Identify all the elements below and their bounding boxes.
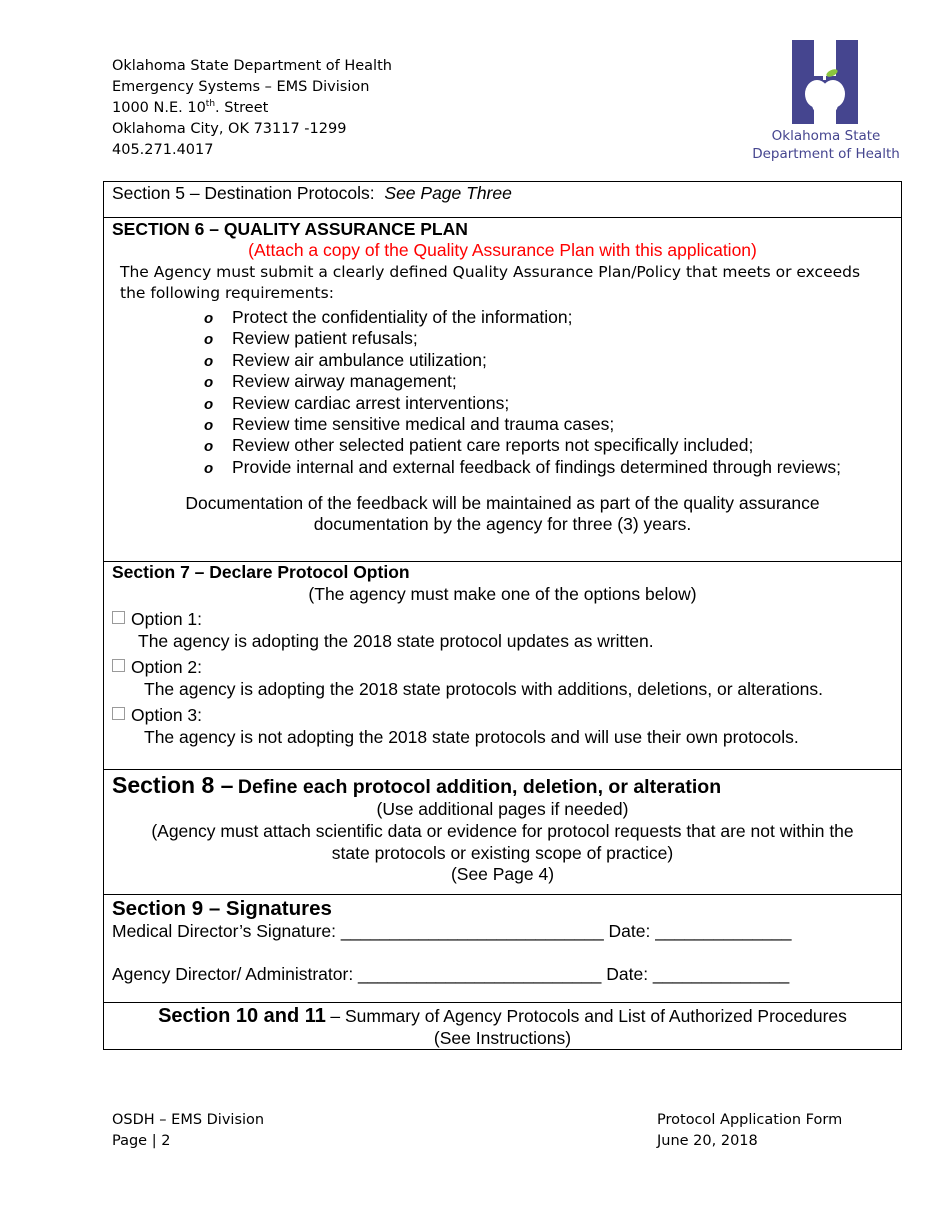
city-state-zip: Oklahoma City, OK 73117 -1299 (112, 121, 347, 137)
street-ordinal: th (205, 99, 216, 109)
header-address (112, 56, 392, 161)
osdh-h-apple-icon (748, 38, 908, 128)
footer-form-name: Protocol Application Form (657, 1112, 843, 1128)
section-6-attach-note: (Attach a copy of the Quality Assurance Plan with this application) (248, 240, 757, 260)
list-item (204, 328, 841, 349)
section-8-row (104, 769, 901, 894)
footer-right (657, 1110, 842, 1152)
org-name: Oklahoma State Department of Health (112, 58, 392, 74)
bullet-icon: o (204, 310, 214, 327)
section-6-title: SECTION 6 – QUALITY ASSURANCE PLAN (112, 219, 468, 239)
option-2-text: The agency is adopting the 2018 state protocols with additions, deletions, or alterations. (144, 679, 824, 699)
section-8-note-1: (Use additional pages if needed) (376, 799, 629, 819)
list-item-text: Protect the confidentiality of the information; (232, 307, 573, 327)
street-suffix: . Street (215, 100, 269, 116)
option-1-checkbox[interactable] (112, 611, 125, 624)
logo-line-1: Oklahoma State (771, 128, 881, 144)
section-9-row (104, 894, 901, 1002)
section-5-see-page: See Page Three (384, 183, 512, 203)
section-7-title: Section 7 – Declare Protocol Option (112, 562, 410, 582)
section-6-doc-line-2: documentation by the agency for three (3) years. (313, 514, 692, 534)
agency-director-signature-field[interactable]: Agency Director/ Administrator: _________________________ Date: ______________ (112, 964, 790, 984)
option-3-label: Option 3: (131, 705, 203, 725)
option-3-row[interactable] (112, 705, 202, 726)
footer-left (112, 1110, 264, 1152)
bullet-icon: o (204, 374, 214, 392)
section-5-label: Section 5 – Destination Protocols: (112, 183, 375, 203)
option-1-text: The agency is adopting the 2018 state protocol updates as written. (138, 631, 654, 651)
option-1-label: Option 1: (131, 609, 203, 629)
bullet-icon: o (204, 416, 214, 434)
list-item (204, 350, 841, 371)
list-item-text: Review other selected patient care reports not specifically included; (232, 435, 754, 456)
section-5-row (104, 182, 901, 217)
bullet-icon: o (204, 395, 214, 413)
phone-number: 405.271.4017 (112, 142, 214, 158)
bullet-icon: o (204, 438, 214, 456)
section-5-heading (112, 183, 512, 204)
option-3-text: The agency is not adopting the 2018 state protocols and will use their own protocols. (144, 727, 799, 747)
section-10-11-row (104, 1002, 901, 1049)
section-6-row (104, 217, 901, 561)
bullet-icon: o (204, 459, 214, 477)
footer-page-number: Page | 2 (112, 1133, 171, 1149)
list-item (204, 371, 841, 392)
section-7-subtitle: (The agency must make one of the options below) (308, 584, 697, 604)
street-prefix: 1000 N.E. 10 (112, 100, 206, 116)
list-item-text: Review airway management; (232, 371, 457, 392)
application-form-table (103, 181, 902, 1050)
option-3-checkbox[interactable] (112, 707, 125, 720)
section-8-title-rest: Define each protocol addition, deletion, or alteration (237, 776, 722, 798)
list-item-text: Review air ambulance utilization; (232, 349, 487, 370)
section-8-title-big: Section 8 – (112, 772, 234, 798)
osdh-logo (748, 38, 908, 168)
street-address (112, 98, 392, 119)
division-name: Emergency Systems – EMS Division (112, 79, 370, 95)
list-item-text: Review cardiac arrest interventions; (232, 392, 510, 413)
option-1-row[interactable] (112, 609, 202, 630)
section-8-see-page: (See Page 4) (450, 864, 555, 884)
medical-director-signature-field[interactable]: Medical Director’s Signature: ___________________________ Date: ______________ (112, 921, 792, 941)
section-10-11-title-bold: Section 10 and 11 (158, 1005, 326, 1027)
section-10-11-instructions: (See Instructions) (433, 1028, 572, 1048)
footer-date: June 20, 2018 (657, 1133, 758, 1149)
section-10-11-title (104, 1004, 901, 1030)
option-2-row[interactable] (112, 657, 202, 678)
list-item (204, 307, 841, 328)
list-item-text: Provide internal and external feedback of findings determined through reviews; (232, 456, 841, 477)
section-6-intro-line-1: The Agency must submit a clearly defined Quality Assurance Plan/Policy that meets or exceeds (120, 263, 861, 281)
logo-line-2: Department of Health (752, 146, 900, 162)
list-item (204, 435, 841, 456)
list-item-text: Review patient refusals; (232, 328, 418, 349)
option-2-label: Option 2: (131, 657, 203, 677)
list-item (204, 457, 841, 478)
section-10-11-title-rest: – Summary of Agency Protocols and List of Authorized Procedures (330, 1006, 847, 1026)
list-item (204, 393, 841, 414)
section-6-intro-line-2: the following requirements: (120, 284, 334, 302)
section-9-title: Section 9 – Signatures (112, 897, 332, 920)
list-item-text: Review time sensitive medical and trauma cases; (232, 413, 615, 434)
section-8-note-2-line-2: state protocols or existing scope of practice) (331, 843, 674, 863)
footer-division: OSDH – EMS Division (112, 1112, 265, 1128)
option-2-checkbox[interactable] (112, 659, 125, 672)
section-6-doc-line-1: Documentation of the feedback will be maintained as part of the quality assurance (185, 493, 820, 513)
bullet-icon: o (204, 352, 214, 370)
section-8-title (112, 770, 721, 802)
bullet-icon: o (204, 331, 214, 349)
list-item (204, 414, 841, 435)
section-7-row (104, 561, 901, 769)
section-8-note-2-line-1: (Agency must attach scientific data or evidence for protocol requests that are not within the (151, 821, 854, 841)
qa-requirements-list (204, 307, 841, 478)
